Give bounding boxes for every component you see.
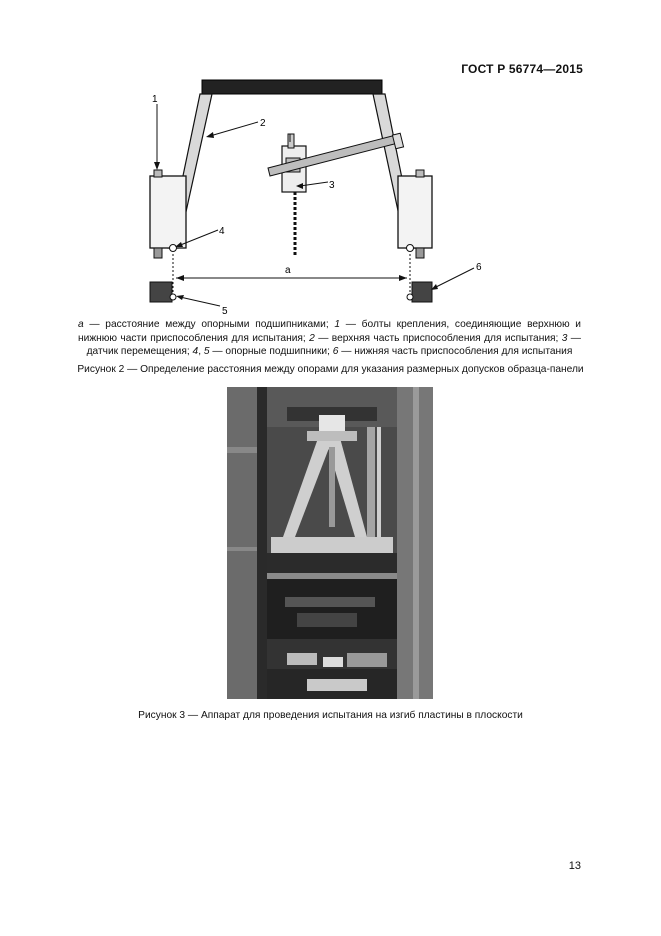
left-support-block: [150, 176, 186, 248]
label-6: 6: [476, 262, 482, 273]
figure-2-legend: a — расстояние между опорными подшипниками; 1 — болты крепления, соединяющие верхнюю и нижнюю части приспособления для испытания; 2 — верхняя часть приспособления для испытания; 3 — датчик перемещения; 4, 5 — опорные подшипники; 6 — нижняя часть приспособления для испытания: [78, 319, 581, 358]
bottom-block-right: [412, 282, 432, 302]
label-4: 4: [219, 226, 225, 237]
top-beam: [202, 80, 382, 94]
right-support-block: [398, 176, 432, 248]
label-2: 2: [260, 118, 266, 129]
figure-3-photo: [227, 387, 433, 699]
label-5: 5: [222, 306, 228, 317]
label-3: 3: [329, 180, 335, 191]
page-number: 13: [568, 860, 581, 872]
figure-3-caption: Рисунок 3 — Аппарат для проведения испытания на изгиб пластины в плоскости: [138, 710, 523, 721]
label-a: a: [285, 265, 291, 276]
document-standard-number: ГОСТ Р 56774—2015: [461, 62, 583, 76]
bottom-block-left: [150, 282, 172, 302]
figure-2-diagram: [140, 78, 510, 318]
label-1: 1: [152, 94, 158, 105]
figure-2-caption: Рисунок 2 — Определение расстояния между опорами для указания размерных допусков образца-панели: [77, 364, 584, 375]
